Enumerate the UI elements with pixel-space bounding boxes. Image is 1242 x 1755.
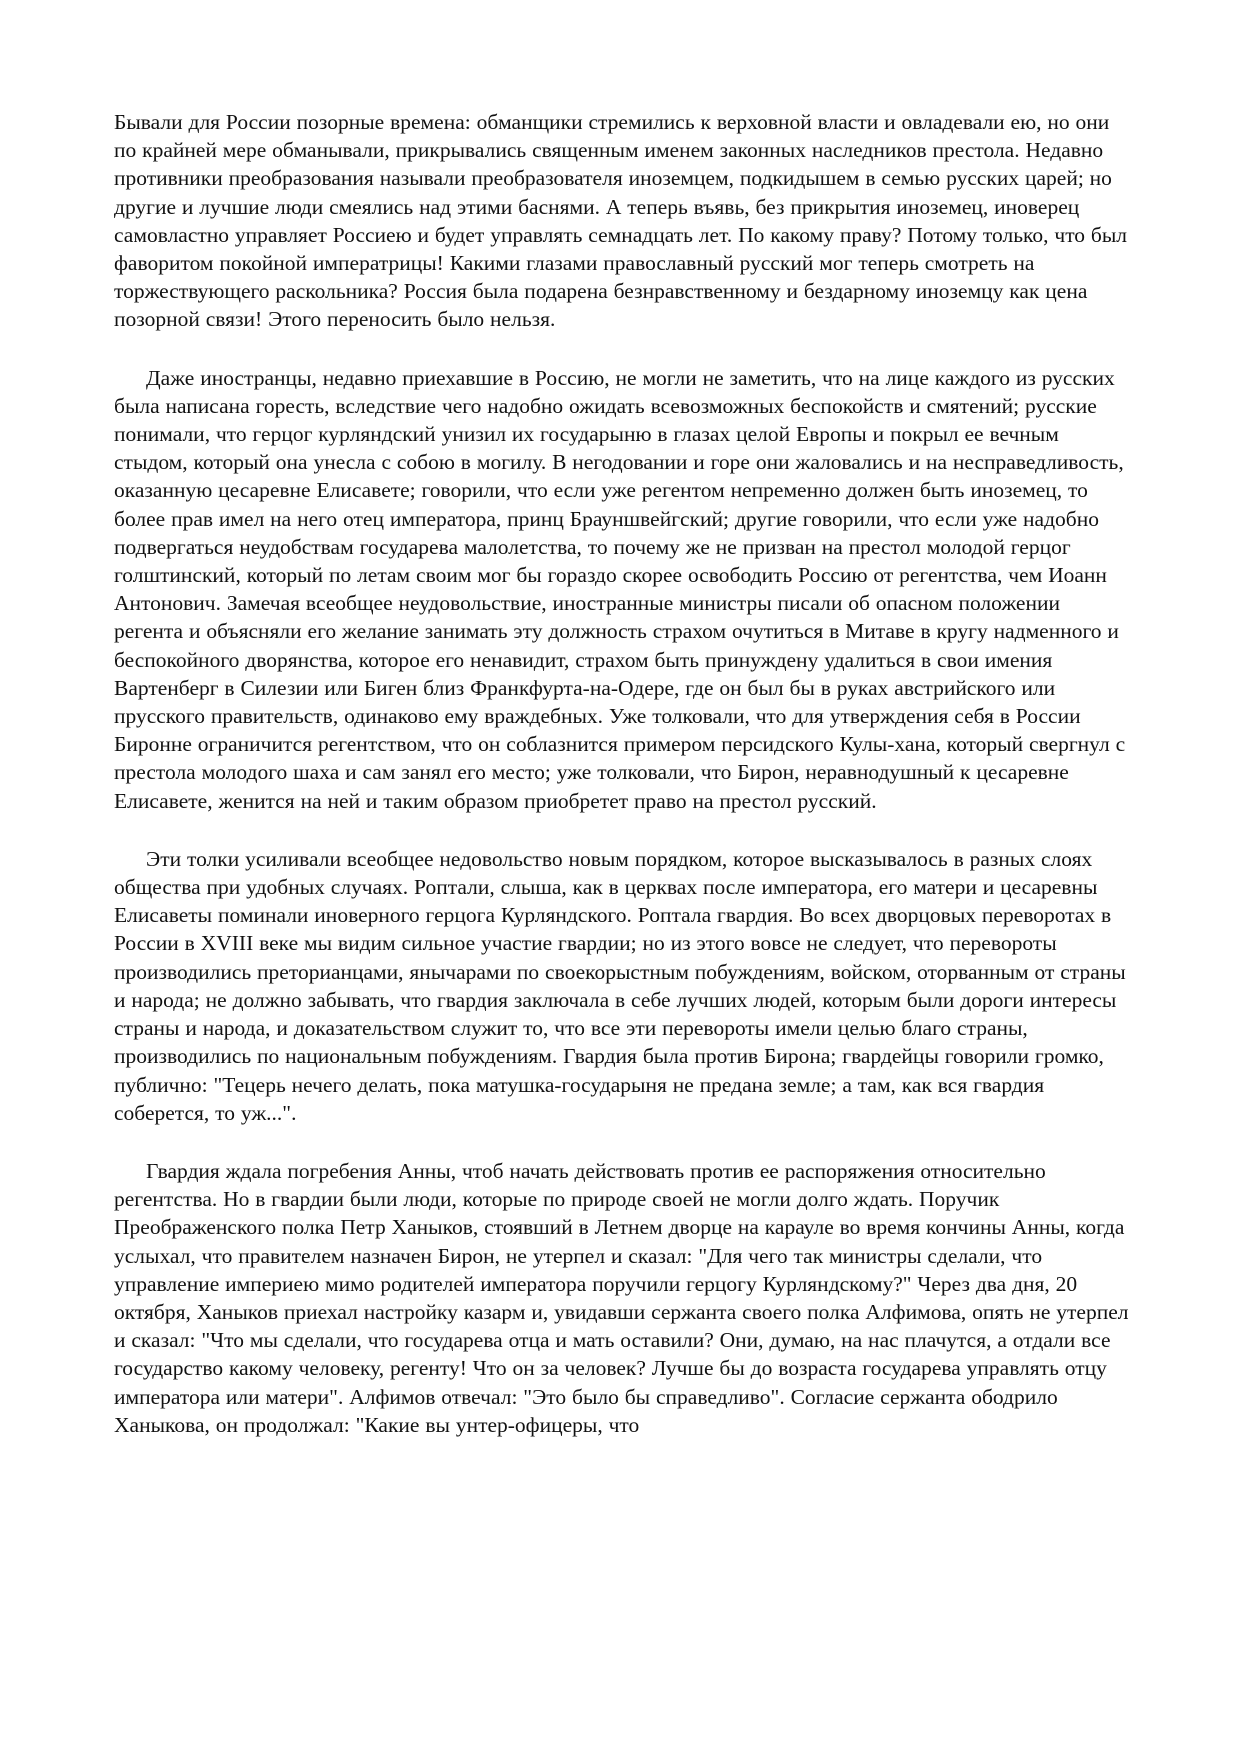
paragraph-2: Даже иностранцы, недавно приехавшие в Россию, не могли не заметить, что на лице каждого из русских была написана горесть, вследствие чего надобно ожидать всевозможных беспокойств и смятений; русские понимали, что герцог курляндский унизил их государыню в глазах целой Европы и покрыл ее вечным стыдом, который она унесла с собою в могилу. В негодовании и горе они жаловались и на несправедливость, оказанную цесаревне Елисавете; говорили, что если уже регентом непременно должен быть иноземец, то более прав имел на него отец императора, принц Брауншвейгский; другие говорили, что если уже надобно подвергаться неудобствам государева малолетства, то почему же не призван на престол молодой герцог голштинский, который по летам своим мог бы гораздо скорее освободить Россию от регентства, чем Иоанн Антонович. Замечая всеобщее неудовольствие, иностранные министры писали об опасном положении регента и объясняли его желание занимать эту должность страхом очутиться в Митаве в кругу надменного и беспокойного дворянства, которое его ненавидит, страхом быть принуждену удалиться в свои имения Вартенберг в Силезии или Биген близ Франкфурта-на-Одере, где он был бы в руках австрийского или прусского правительств, одинаково ему враждебных. Уже толковали, что для утверждения себя в России Биронне ограничится регентством, что он соблазнится примером персидского Кулы-хана, который свергнул с престола молодого шаха и сам занял его место; уже толковали, что Бирон, неравнодушный к цесаревне Елисавете, женится на ней и таким образом приобретет право на престол русский. [114,365,1126,813]
document-page [114,108,1134,1439]
paragraph-4: Гвардия ждала погребения Анны, чтоб начать действовать против ее распоряжения относительно регентства. Но в гвардии были люди, которые по природе своей не могли долго ждать. Поручик Преображенского полка Петр Ханыков, стоявший в Летнем дворце на карауле во время кончины Анны, когда услыхал, что правителем назначен Бирон, не утерпел и сказал: "Для чего так министры сделали, что управление империею мимо родителей императора поручили герцогу Курляндскому?" Через два дня, 20 октября, Ханыков приехал настройку казарм и, увидавши сержанта своего полка Алфимова, опять не утерпел и сказал: "Что мы сделали, что государева отца и мать оставили? Они, думаю, на нас плачутся, а отдали все государство какому человеку, регенту! Что он за человек? Лучше бы до возраста государева управлять отцу императора или матери". Алфимов отвечал: "Это было бы справедливо". Согласие сержанта ободрило Ханыкова, он продолжал: "Какие вы унтер-офицеры, что [114,1158,1129,1437]
paragraph-1: Бывали для России позорные времена: обманщики стремились к верховной власти и овладевали ею, но они по крайней мере обманывали, прикрывались священным именем законных наследников престола. Недавно противники преобразования называли преобразователя иноземцем, подкидышем в семью русских царей; но другие и лучшие люди смеялись над этими баснями. А теперь въявь, без прикрытия иноземец, иноверец самовластно управляет Россиею и будет управлять семнадцать лет. По какому праву? Потому только, что был фаворитом покойной императрицы! Какими глазами православный русский мог теперь смотреть на торжествующего раскольника? Россия была подарена безнравственному и бездарному иноземцу как цена позорной связи! Этого переносить было нельзя. [114,110,1128,332]
paragraph-3: Эти толки усиливали всеобщее недовольство новым порядком, которое высказывалось в разных слоях общества при удобных случаях. Роптали, слыша, как в церквах после императора, его матери и цесаревны Елисаветы поминали иноверного герцога Курляндского. Роптала гвардия. Во всех дворцовых переворотах в России в XVIII веке мы видим сильное участие гвардии; но из этого вовсе не следует, что перевороты производились преторианцами, янычарами по своекорыстным побуждениям, войском, оторванным от страны и народа; не должно забывать, что гвардия заключала в себе лучших людей, которым были дороги интересы страны и народа, и доказательством служит то, что все эти перевороты имели целью благо страны, производились по национальным побуждениям. Гвардия была против Бирона; гвардейцы говорили громко, публично: "Тецерь нечего делать, пока матушка-государыня не предана земле; а там, как вся гвардия соберется, то уж...". [114,846,1126,1125]
